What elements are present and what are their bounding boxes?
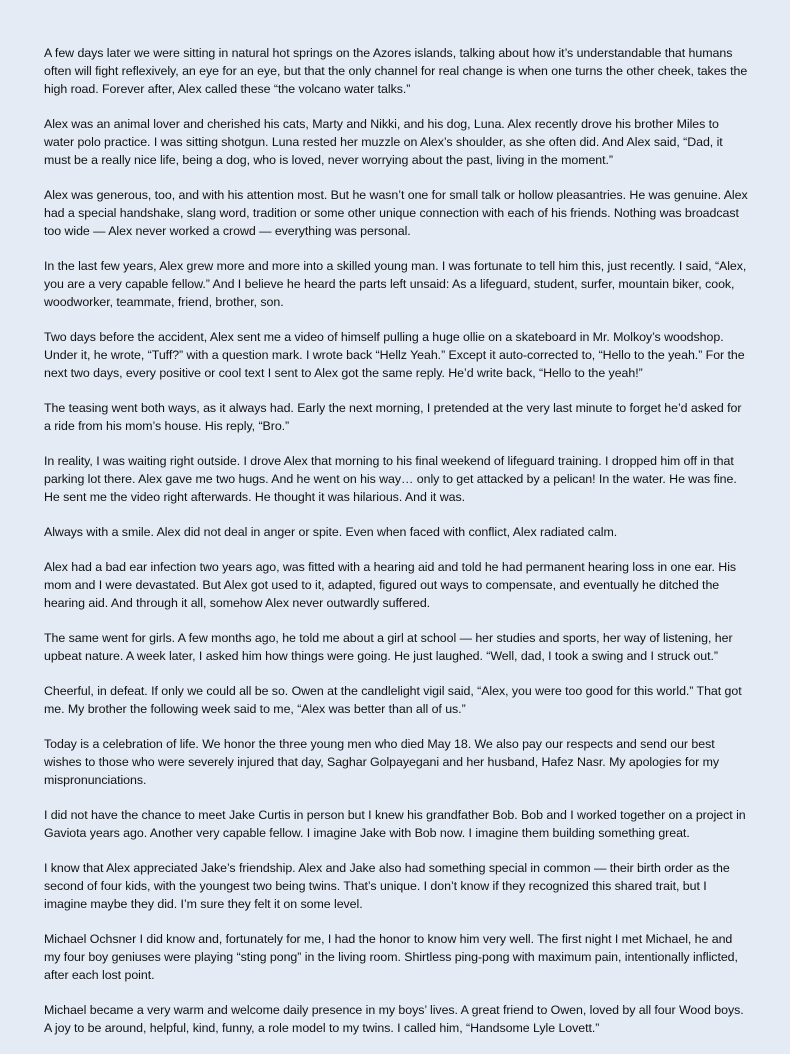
paragraph: The same went for girls. A few months ago, he told me about a girl at school — her studies and sports, her way of listening, her upbeat nature. A week later, I asked him how things were going. He just laughed. “Well, dad, I took a swing and I struck out.” — [44, 631, 733, 663]
paragraph: Alex was an animal lover and cherished his cats, Marty and Nikki, and his dog, Luna. Alex recently drove his brother Miles to water polo practice. I was sitting shotgun. Luna rested her muzzle on Alex’s shoulder, as she often did. And Alex said, “Dad, it must be a really nice life, being a dog, who is loved, never worrying about the past, living in the moment.” — [44, 117, 723, 167]
paragraph: Alex was generous, too, and with his attention most. But he wasn’t one for small talk or hollow pleasantries. He was genuine. Alex had a special handshake, slang word, tradition or some other unique connection with each of his friends. Nothing was broadcast too wide — Alex never worked a crowd — everything was personal. — [44, 188, 748, 238]
paragraph: I know that Alex appreciated Jake’s friendship. Alex and Jake also had something special in common — their birth order as the second of four kids, with the youngest two being twins. That’s unique. I don’t know if they recognized this shared trait, but I imagine maybe they did. I’m sure they felt it on some level. — [44, 861, 730, 911]
document-body — [44, 44, 750, 1054]
paragraph: I did not have the chance to meet Jake Curtis in person but I knew his grandfather Bob. Bob and I worked together on a project in Gaviota years ago. Another very capable fellow. I imagine Jake with Bob now. I imagine them building something great. — [44, 808, 746, 840]
paragraph: In the last few years, Alex grew more and more into a skilled young man. I was fortunate to tell him this, just recently. I said, “Alex, you are a very capable fellow.” And I believe he heard the parts left unsaid: As a lifeguard, student, surfer, mountain biker, cook, woodworker, teammate, friend, brother, son. — [44, 259, 747, 309]
paragraph: Always with a smile. Alex did not deal in anger or spite. Even when faced with conflict, Alex radiated calm. — [44, 525, 618, 539]
paragraph: A few days later we were sitting in natural hot springs on the Azores islands, talking about how it’s understandable that humans often will fight reflexively, an eye for an eye, but that the only channel for real change is when one turns the other cheek, takes the high road. Forever after, Alex called these “the volcano water talks.” — [44, 46, 748, 96]
paragraph: Two days before the accident, Alex sent me a video of himself pulling a huge ollie on a skateboard in Mr. Molkoy’s woodshop. Under it, he wrote, “Tuff?” with a question mark. I wrote back “Hellz Yeah.” Except it auto-corrected to, “Hello to the yeah.” For the next two days, every positive or cool text I sent to Alex got the same reply. He’d write back, “Hello to the yeah!” — [44, 330, 745, 380]
paragraph: The teasing went both ways, as it always had. Early the next morning, I pretended at the very last minute to forget he’d asked for a ride from his mom’s house. His reply, “Bro.” — [44, 401, 742, 433]
paragraph: Alex had a bad ear infection two years ago, was fitted with a hearing aid and told he had permanent hearing loss in one ear. His mom and I were devastated. But Alex got used to it, adapted, figured out ways to compensate, and eventually he ditched the hearing aid. And through it all, somehow Alex never outwardly suffered. — [44, 560, 737, 610]
paragraph: Michael became a very warm and welcome daily presence in my boys’ lives. A great friend to Owen, loved by all four Wood boys. A joy to be around, helpful, kind, funny, a role model to my twins. I called him, “Handsome Lyle Lovett.” — [44, 1003, 744, 1035]
paragraph: Cheerful, in defeat. If only we could all be so. Owen at the candlelight vigil said, “Alex, you were too good for this world.” That got me. My brother the following week said to me, “Alex was better than all of us.” — [44, 684, 742, 716]
paragraph: Michael Ochsner I did know and, fortunately for me, I had the honor to know him very well. The first night I met Michael, he and my four boy geniuses were playing “sting pong” in the living room. Shirtless ping-pong with maximum pain, intentionally inflicted, after each lost point. — [44, 932, 738, 982]
paragraph: Today is a celebration of life. We honor the three young men who died May 18. We also pay our respects and send our best wishes to those who were severely injured that day, Saghar Golpayegani and her husband, Hafez Nasr. My apologies for my mispronunciations. — [44, 737, 719, 787]
paragraph: In reality, I was waiting right outside. I drove Alex that morning to his final weekend of lifeguard training. I dropped him off in that parking lot there. Alex gave me two hugs. And he went on his way… only to get attacked by a pelican! In the water. He was fine. He sent me the video right afterwards. He thought it was hilarious. And it was. — [44, 454, 737, 504]
